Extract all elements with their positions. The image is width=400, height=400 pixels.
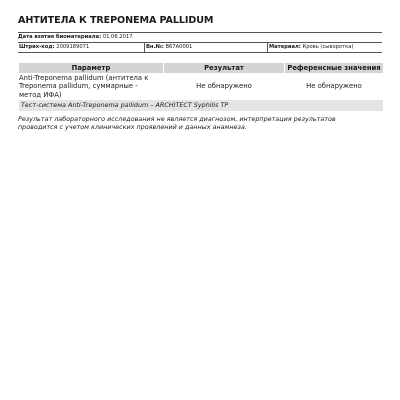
sample-date-label: Дата взятия биоматериала: (18, 34, 102, 40)
table-row (19, 73, 383, 101)
barcode-cell (18, 43, 144, 52)
results-table (18, 63, 384, 112)
results-header-row (19, 63, 383, 73)
disclaimer-note: Результат лабораторного исследования не является диагнозом, интерпретация результатов проводится с учетом клинических проявлений и данных анамнеза. (18, 115, 336, 132)
report-title: АНТИТЕЛА К TREPONEMA PALLIDUM (18, 15, 214, 26)
header-result: Результат (164, 63, 284, 73)
sample-date-row (18, 32, 382, 43)
vn-label: Вн.№: (145, 43, 164, 50)
method-row (19, 100, 383, 111)
material-label: Материал: (268, 43, 301, 50)
barcode-value: 2009189071 (56, 43, 90, 50)
vn-cell (144, 43, 267, 52)
parameter-cell: Anti-Treponema pallidum (антитела к Treponema pallidum, суммарные - метод ИФА) (19, 73, 149, 99)
barcode-label: Штрих-код: (19, 43, 55, 50)
reference-cell: Не обнаружено (306, 82, 362, 91)
header-reference: Референсные значения (285, 63, 383, 73)
sample-info-grid (18, 43, 382, 53)
method-note: Тест-система Anti-Treponema pallidum – ARCHITECT Syphilis TP (19, 100, 383, 111)
lab-report (18, 14, 382, 132)
material-cell (267, 43, 382, 52)
sample-date-value: 01.06.2017 (102, 34, 133, 40)
result-cell: Не обнаружено (196, 82, 252, 91)
header-parameter: Параметр (19, 63, 163, 73)
vn-value: B67A0001 (165, 43, 193, 50)
material-value: Кровь (сыворотка) (302, 43, 354, 50)
